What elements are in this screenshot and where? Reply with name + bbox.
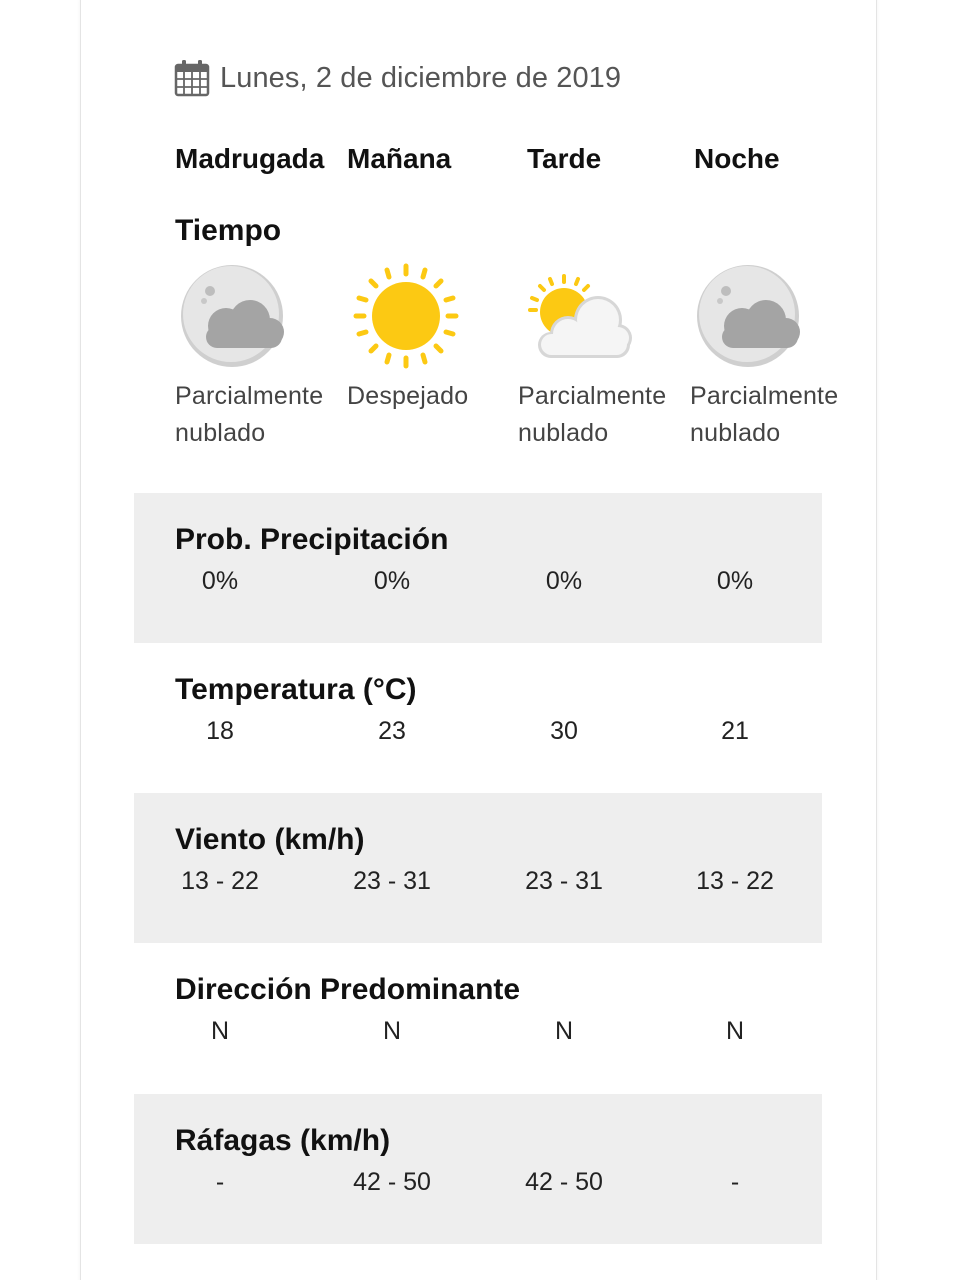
wx-desc-line2: nublado — [175, 419, 266, 447]
wx-desc-line1: Parcialmente — [518, 382, 667, 410]
row-title: Prob. Precipitación — [175, 523, 449, 556]
row-value: 30 — [550, 717, 578, 745]
row-title: Viento (km/h) — [175, 823, 365, 856]
row-value: 42 - 50 — [525, 1168, 603, 1196]
row-value: 23 — [378, 717, 406, 745]
row-value: 0% — [201, 567, 239, 595]
row-title: Ráfagas (km/h) — [175, 1124, 391, 1157]
row-value: 18 — [206, 717, 234, 745]
row-value: N — [554, 1017, 574, 1045]
row-precipitation — [134, 493, 822, 643]
row-wind — [134, 793, 822, 943]
period-noche: Noche — [694, 143, 780, 174]
row-value: N — [382, 1017, 402, 1045]
period-manana: Mañana — [347, 143, 452, 174]
row-value: N — [725, 1017, 745, 1045]
row-value: 23 - 31 — [353, 867, 431, 895]
period-madrugada: Madrugada — [175, 143, 325, 174]
sun-cloud-icon — [522, 262, 638, 372]
row-value: - — [730, 1168, 740, 1196]
row-value: 21 — [721, 717, 749, 745]
row-value: 13 - 22 — [696, 867, 774, 895]
row-title: Temperatura (°C) — [175, 673, 417, 706]
row-value: 23 - 31 — [525, 867, 603, 895]
period-tarde: Tarde — [527, 143, 602, 174]
row-value: 13 - 22 — [181, 867, 259, 895]
wx-desc-madrugada — [175, 378, 323, 452]
period-headers — [0, 143, 960, 183]
row-value: 42 - 50 — [353, 1168, 431, 1196]
row-direction — [134, 943, 822, 1093]
row-gusts — [134, 1094, 822, 1244]
row-value: 0% — [545, 567, 583, 595]
wx-desc-line1: Despejado — [347, 382, 469, 410]
date-label: Lunes, 2 de diciembre de 2019 — [220, 61, 622, 94]
moon-cloud-icon — [176, 262, 292, 372]
wx-desc-manana — [347, 378, 468, 415]
row-temperature — [134, 643, 822, 793]
date-row — [174, 56, 621, 100]
sun-icon — [350, 262, 466, 372]
wx-desc-noche — [690, 378, 838, 452]
wx-desc-line1: Parcialmente — [690, 382, 839, 410]
wx-desc-tarde — [518, 378, 666, 452]
row-value: 0% — [373, 567, 411, 595]
moon-cloud-icon — [692, 262, 808, 372]
row-title: Dirección Predominante — [175, 973, 521, 1006]
row-value: N — [210, 1017, 230, 1045]
wx-desc-line2: nublado — [518, 419, 609, 447]
row-value: - — [215, 1168, 225, 1196]
tiempo-title: Tiempo — [175, 214, 282, 247]
wx-desc-line1: Parcialmente — [175, 382, 324, 410]
wx-desc-line2: nublado — [690, 419, 781, 447]
calendar-icon — [174, 59, 210, 97]
row-value: 0% — [716, 567, 754, 595]
